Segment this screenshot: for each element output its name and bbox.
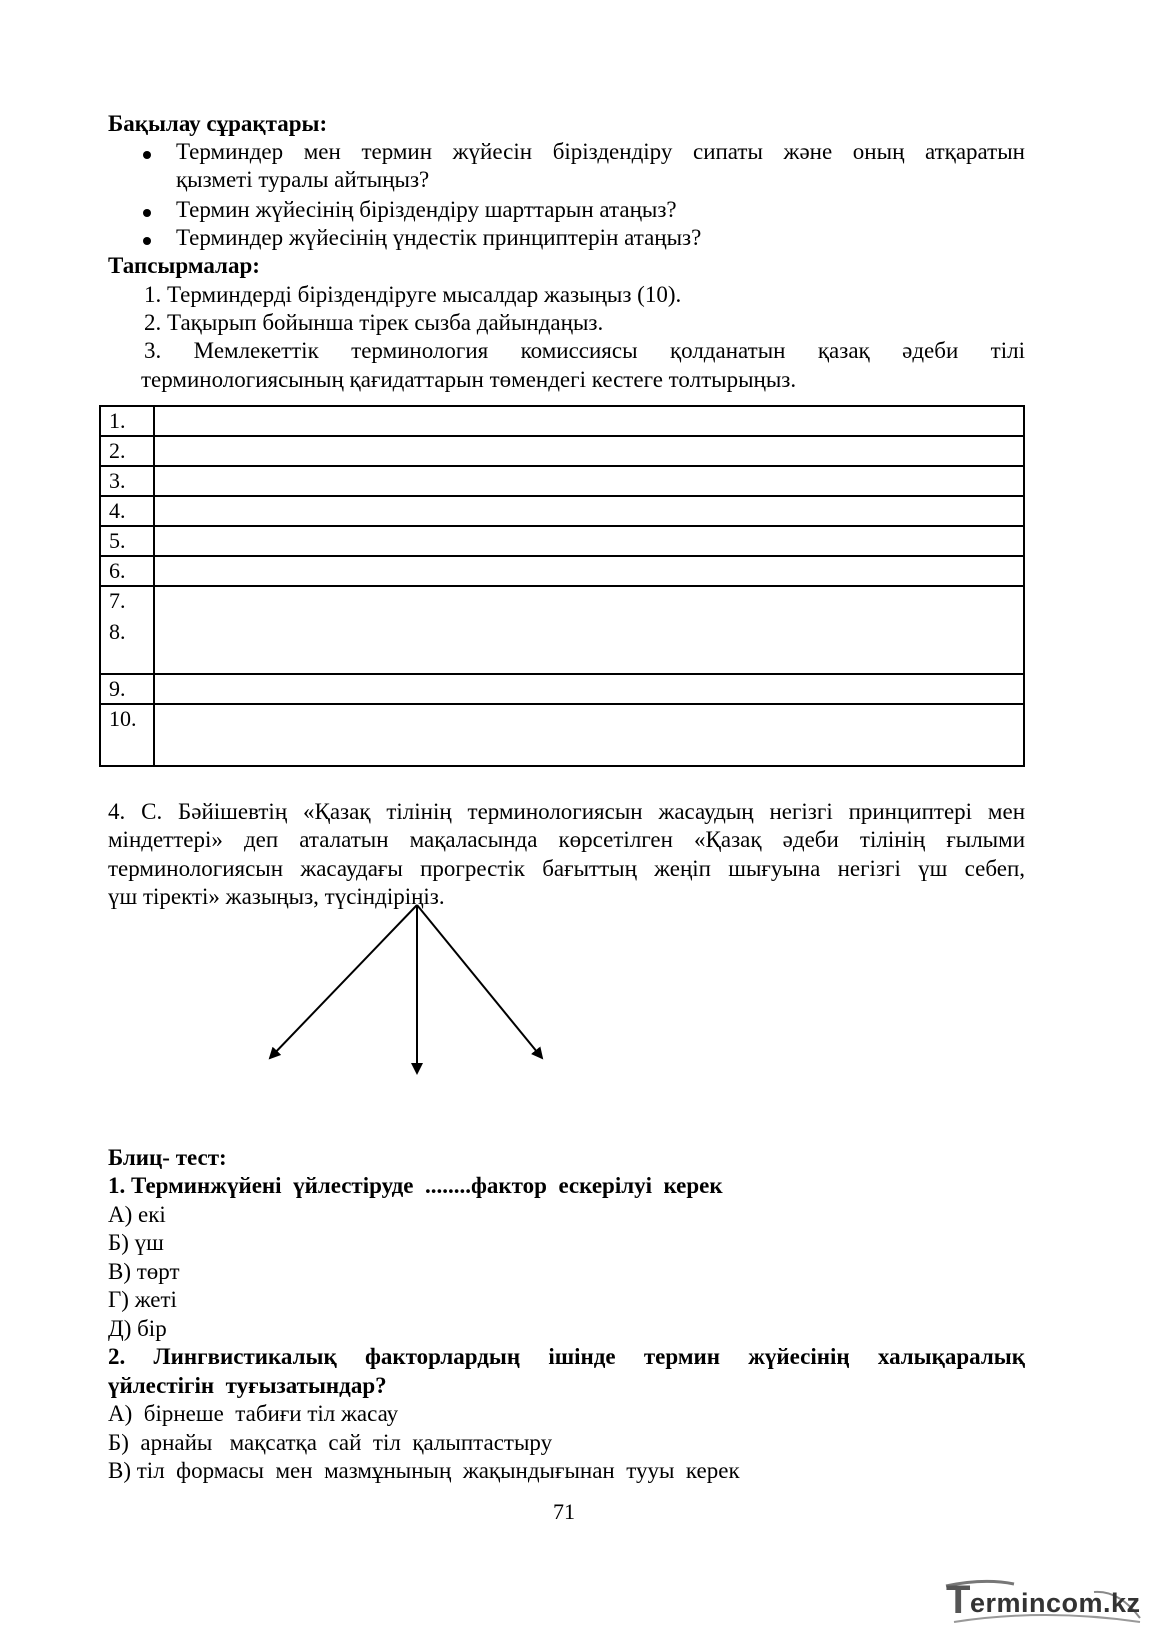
task-4-line: үш тіректі» жазыңыз, түсіндіріңіз.: [108, 884, 445, 909]
table-row: [100, 674, 1024, 704]
task-4-line: 4. С. Бәйішевтің «Қазақ тілінің терминологиясын жасаудың негізгі принциптері мен: [108, 799, 1025, 824]
table-row: [100, 466, 1024, 496]
control-question-1: Терминдер мен термин жүйесін біріздендіру сипаты және оның атқаратын: [176, 139, 1025, 164]
task-3: 3. Мемлекеттік терминология комиссиясы қолданатын қазақ әдеби тілі: [144, 338, 1025, 363]
principles-table: [99, 405, 1025, 767]
bullet-icon: [143, 209, 151, 217]
logo-text: ermincom.kz: [970, 1588, 1141, 1618]
task-1: 1. Терминдерді біріздендіруге мысалдар жазыңыз (10).: [144, 282, 682, 307]
table-cell: [154, 496, 1024, 526]
table-row: [100, 436, 1024, 466]
table-row-number-8: 8.: [109, 619, 126, 644]
table-row-number: 6.: [100, 556, 154, 586]
blitz-question-2-cont: үйлестігін туғызатындар?: [108, 1373, 387, 1398]
blitz-heading: Блиц- тест:: [108, 1145, 227, 1170]
control-question-1-cont: қызметі туралы айтыңыз?: [176, 167, 430, 192]
table-row-number: 3.: [100, 466, 154, 496]
arrow-diagram: [250, 895, 550, 1085]
control-questions-heading: Бақылау сұрақтары:: [108, 111, 328, 136]
table-row: [100, 496, 1024, 526]
table-row-number: 1.: [100, 406, 154, 436]
blitz-option: А) бірнеше табиғи тіл жасау: [108, 1401, 399, 1426]
table-cell: [154, 406, 1024, 436]
table-row-number-7: 7.: [109, 588, 126, 613]
page-number: 71: [553, 1499, 575, 1524]
task-3-cont: терминологиясының қағидаттарын төмендегі кестеге толтырыңыз.: [141, 367, 797, 392]
blitz-option: В) тіл формасы мен мазмұнының жақындығынан тууы керек: [108, 1458, 740, 1483]
task-4-line: терминологиясын жасаудағы прогрестік бағыттың жеңіп шығуына негізгі үш себеп,: [108, 856, 1025, 881]
blitz-option: Б) үш: [108, 1230, 164, 1255]
table-cell: [154, 704, 1024, 766]
table-row: [100, 586, 1024, 674]
logo-letter-t: T: [946, 1578, 971, 1622]
table-row-number: 2.: [100, 436, 154, 466]
control-question-2: Термин жүйесінің біріздендіру шарттарын атаңыз?: [176, 197, 677, 222]
bullet-icon: [143, 151, 151, 159]
table-cell: [154, 556, 1024, 586]
table-row: [100, 704, 1024, 766]
table-row-number: 5.: [100, 526, 154, 556]
task-4-line: міндеттері» деп аталатын мақаласында көрсетілген «Қазақ әдеби тілінің ғылыми: [108, 827, 1025, 852]
table-cell: [154, 674, 1024, 704]
table-cell: [154, 526, 1024, 556]
table-row-number: 10.: [100, 704, 154, 766]
table-cell: [154, 466, 1024, 496]
blitz-option: Г) жеті: [108, 1287, 177, 1312]
arrow-left: [270, 905, 417, 1058]
blitz-option: Б) арнайы мақсатқа сай тіл қалыптастыру: [108, 1430, 553, 1455]
table-row: [100, 526, 1024, 556]
table-cell: [154, 586, 1024, 674]
task-2: 2. Тақырып бойынша тірек сызба дайындаңыз.: [144, 310, 604, 335]
table-row: [100, 556, 1024, 586]
control-question-3: Терминдер жүйесінің үндестік принциптерін атаңыз?: [176, 225, 702, 250]
table-row-number: 4.: [100, 496, 154, 526]
bullet-icon: [143, 237, 151, 245]
table-row-number: 9.: [100, 674, 154, 704]
blitz-question-2: 2. Лингвистикалық факторлардың ішінде термин жүйесінің халықаралық: [108, 1344, 1025, 1369]
tasks-heading: Тапсырмалар:: [108, 253, 260, 278]
termincom-logo: [944, 1578, 1144, 1624]
table-row-number: [100, 586, 154, 674]
blitz-option: Д) бір: [108, 1316, 167, 1341]
blitz-option: А) екі: [108, 1202, 166, 1227]
blitz-question-1: 1. Терминжүйені үйлестіруде ........фактор ескерілуі керек: [108, 1173, 723, 1198]
blitz-option: В) төрт: [108, 1259, 180, 1284]
arrow-right: [417, 905, 542, 1058]
table-cell: [154, 436, 1024, 466]
table-row: [100, 406, 1024, 436]
